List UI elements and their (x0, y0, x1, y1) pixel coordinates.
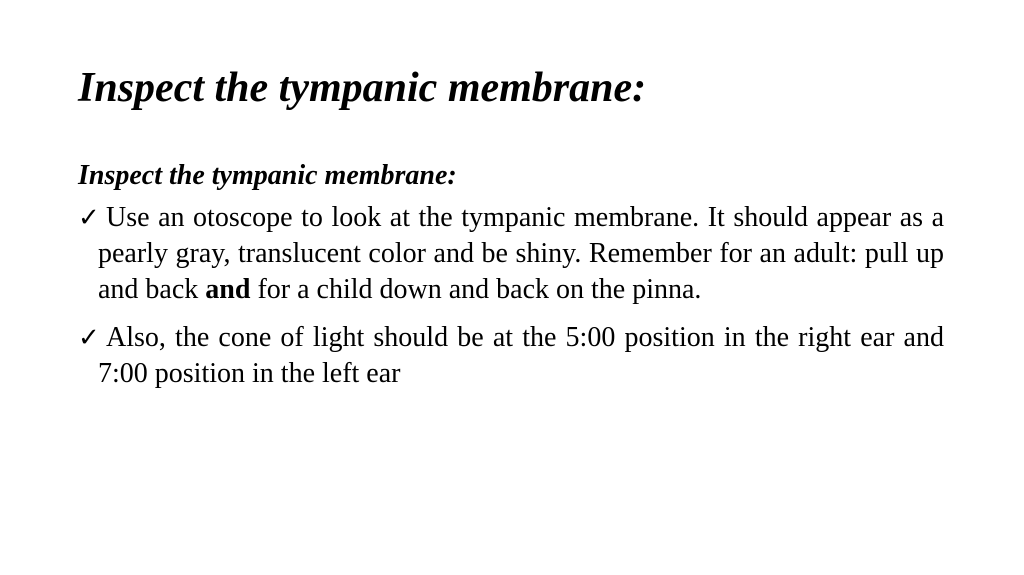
bullet-text-start: Use an otoscope to look at the tympanic membrane. It should appear as a pearly gray, translucent color and be shiny. Remember for an adult: pull up and back (98, 202, 944, 305)
check-icon: ✓ (78, 323, 100, 353)
slide-title: Inspect the tympanic membrane: (78, 65, 647, 111)
bullet-item-otoscope (78, 200, 944, 308)
bullet-item-cone-of-light (78, 320, 944, 392)
bullet-text-end: for a child down and back on the pinna. (250, 274, 702, 305)
bullet-text: Also, the cone of light should be at the 5:00 position in the right ear and 7:00 position in the left ear (98, 322, 944, 389)
bullet-text-bold: and (205, 274, 251, 305)
subheading: Inspect the tympanic membrane: (78, 160, 457, 191)
slide-content (78, 158, 944, 404)
check-icon: ✓ (78, 203, 100, 233)
